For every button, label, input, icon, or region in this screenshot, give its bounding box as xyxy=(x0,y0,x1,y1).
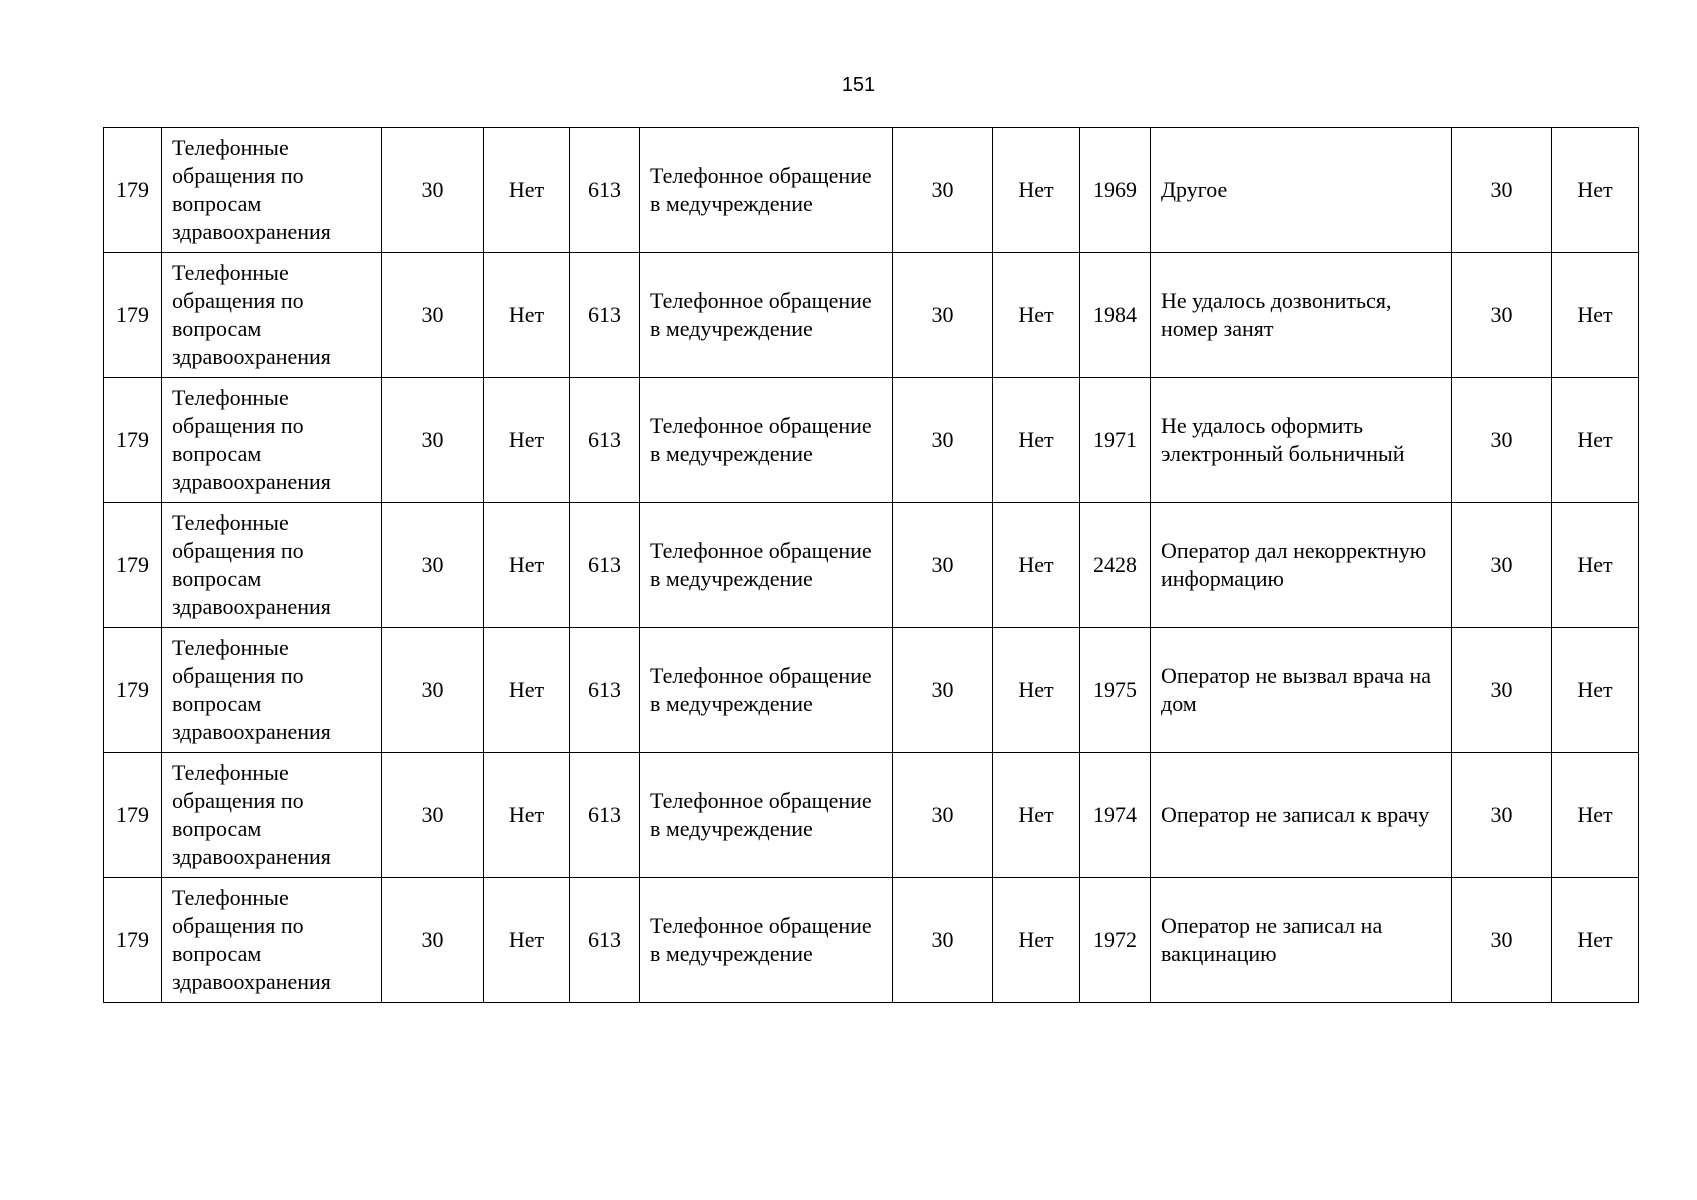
topic-name-cell: Другое xyxy=(1151,128,1452,253)
subcategory-value-cell: 30 xyxy=(893,128,993,253)
category-code-cell: 179 xyxy=(104,253,162,378)
subcategory-name-cell: Телефонное обращение в медучреждение xyxy=(640,503,893,628)
subcategory-flag-cell: Нет xyxy=(993,128,1080,253)
subcategory-name-cell: Телефонное обращение в медучреждение xyxy=(640,878,893,1003)
topic-name-cell: Оператор дал некорректную информацию xyxy=(1151,503,1452,628)
subcategory-flag-cell: Нет xyxy=(993,503,1080,628)
category-code-cell: 179 xyxy=(104,378,162,503)
topic-code-cell: 1972 xyxy=(1080,878,1151,1003)
topic-flag-cell: Нет xyxy=(1552,753,1639,878)
subcategory-name-cell: Телефонное обращение в медучреждение xyxy=(640,628,893,753)
subcategory-code-cell: 613 xyxy=(570,128,640,253)
subcategory-flag-cell: Нет xyxy=(993,753,1080,878)
category-flag-cell: Нет xyxy=(484,378,570,503)
category-value-cell: 30 xyxy=(382,753,484,878)
subcategory-code-cell: 613 xyxy=(570,753,640,878)
category-name-cell: Телефонные обращения по вопросам здравоохранения xyxy=(162,128,382,253)
category-flag-cell: Нет xyxy=(484,628,570,753)
topic-code-cell: 1969 xyxy=(1080,128,1151,253)
category-value-cell: 30 xyxy=(382,128,484,253)
subcategory-code-cell: 613 xyxy=(570,253,640,378)
category-name-cell: Телефонные обращения по вопросам здравоохранения xyxy=(162,253,382,378)
subcategory-value-cell: 30 xyxy=(893,628,993,753)
category-code-cell: 179 xyxy=(104,128,162,253)
topic-value-cell: 30 xyxy=(1452,753,1552,878)
subcategory-code-cell: 613 xyxy=(570,878,640,1003)
category-flag-cell: Нет xyxy=(484,128,570,253)
table-row xyxy=(104,503,1639,628)
subcategory-value-cell: 30 xyxy=(893,878,993,1003)
category-code-cell: 179 xyxy=(104,628,162,753)
subcategory-flag-cell: Нет xyxy=(993,628,1080,753)
table-row xyxy=(104,128,1639,253)
subcategory-name-cell: Телефонное обращение в медучреждение xyxy=(640,253,893,378)
category-code-cell: 179 xyxy=(104,878,162,1003)
topic-value-cell: 30 xyxy=(1452,628,1552,753)
topic-code-cell: 1974 xyxy=(1080,753,1151,878)
category-value-cell: 30 xyxy=(382,253,484,378)
data-table xyxy=(103,127,1639,1003)
category-value-cell: 30 xyxy=(382,378,484,503)
category-name-cell: Телефонные обращения по вопросам здравоохранения xyxy=(162,503,382,628)
category-name-cell: Телефонные обращения по вопросам здравоохранения xyxy=(162,878,382,1003)
category-name-cell: Телефонные обращения по вопросам здравоохранения xyxy=(162,378,382,503)
subcategory-code-cell: 613 xyxy=(570,628,640,753)
topic-value-cell: 30 xyxy=(1452,878,1552,1003)
category-name-cell: Телефонные обращения по вопросам здравоохранения xyxy=(162,628,382,753)
topic-flag-cell: Нет xyxy=(1552,878,1639,1003)
category-value-cell: 30 xyxy=(382,878,484,1003)
topic-name-cell: Оператор не записал на вакцинацию xyxy=(1151,878,1452,1003)
table-row xyxy=(104,878,1639,1003)
topic-value-cell: 30 xyxy=(1452,378,1552,503)
page-number: 151 xyxy=(841,74,876,96)
category-code-cell: 179 xyxy=(104,753,162,878)
subcategory-code-cell: 613 xyxy=(570,503,640,628)
category-flag-cell: Нет xyxy=(484,253,570,378)
category-value-cell: 30 xyxy=(382,503,484,628)
category-value-cell: 30 xyxy=(382,628,484,753)
table-row xyxy=(104,628,1639,753)
topic-code-cell: 1975 xyxy=(1080,628,1151,753)
category-flag-cell: Нет xyxy=(484,753,570,878)
subcategory-value-cell: 30 xyxy=(893,253,993,378)
table-row xyxy=(104,378,1639,503)
subcategory-code-cell: 613 xyxy=(570,378,640,503)
topic-value-cell: 30 xyxy=(1452,503,1552,628)
topic-code-cell: 1971 xyxy=(1080,378,1151,503)
topic-code-cell: 2428 xyxy=(1080,503,1151,628)
topic-value-cell: 30 xyxy=(1452,253,1552,378)
category-flag-cell: Нет xyxy=(484,878,570,1003)
topic-flag-cell: Нет xyxy=(1552,253,1639,378)
subcategory-value-cell: 30 xyxy=(893,378,993,503)
subcategory-flag-cell: Нет xyxy=(993,378,1080,503)
topic-value-cell: 30 xyxy=(1452,128,1552,253)
subcategory-flag-cell: Нет xyxy=(993,878,1080,1003)
topic-name-cell: Оператор не вызвал врача на дом xyxy=(1151,628,1452,753)
topic-flag-cell: Нет xyxy=(1552,378,1639,503)
category-code-cell: 179 xyxy=(104,503,162,628)
subcategory-value-cell: 30 xyxy=(893,753,993,878)
subcategory-flag-cell: Нет xyxy=(993,253,1080,378)
category-flag-cell: Нет xyxy=(484,503,570,628)
topic-name-cell: Не удалось дозвониться, номер занят xyxy=(1151,253,1452,378)
category-name-cell: Телефонные обращения по вопросам здравоохранения xyxy=(162,753,382,878)
topic-name-cell: Не удалось оформить электронный больничный xyxy=(1151,378,1452,503)
table-body xyxy=(104,128,1639,1003)
subcategory-name-cell: Телефонное обращение в медучреждение xyxy=(640,378,893,503)
topic-flag-cell: Нет xyxy=(1552,503,1639,628)
topic-name-cell: Оператор не записал к врачу xyxy=(1151,753,1452,878)
topic-code-cell: 1984 xyxy=(1080,253,1151,378)
subcategory-name-cell: Телефонное обращение в медучреждение xyxy=(640,128,893,253)
table-row xyxy=(104,753,1639,878)
subcategory-value-cell: 30 xyxy=(893,503,993,628)
topic-flag-cell: Нет xyxy=(1552,128,1639,253)
topic-flag-cell: Нет xyxy=(1552,628,1639,753)
table-row xyxy=(104,253,1639,378)
subcategory-name-cell: Телефонное обращение в медучреждение xyxy=(640,753,893,878)
